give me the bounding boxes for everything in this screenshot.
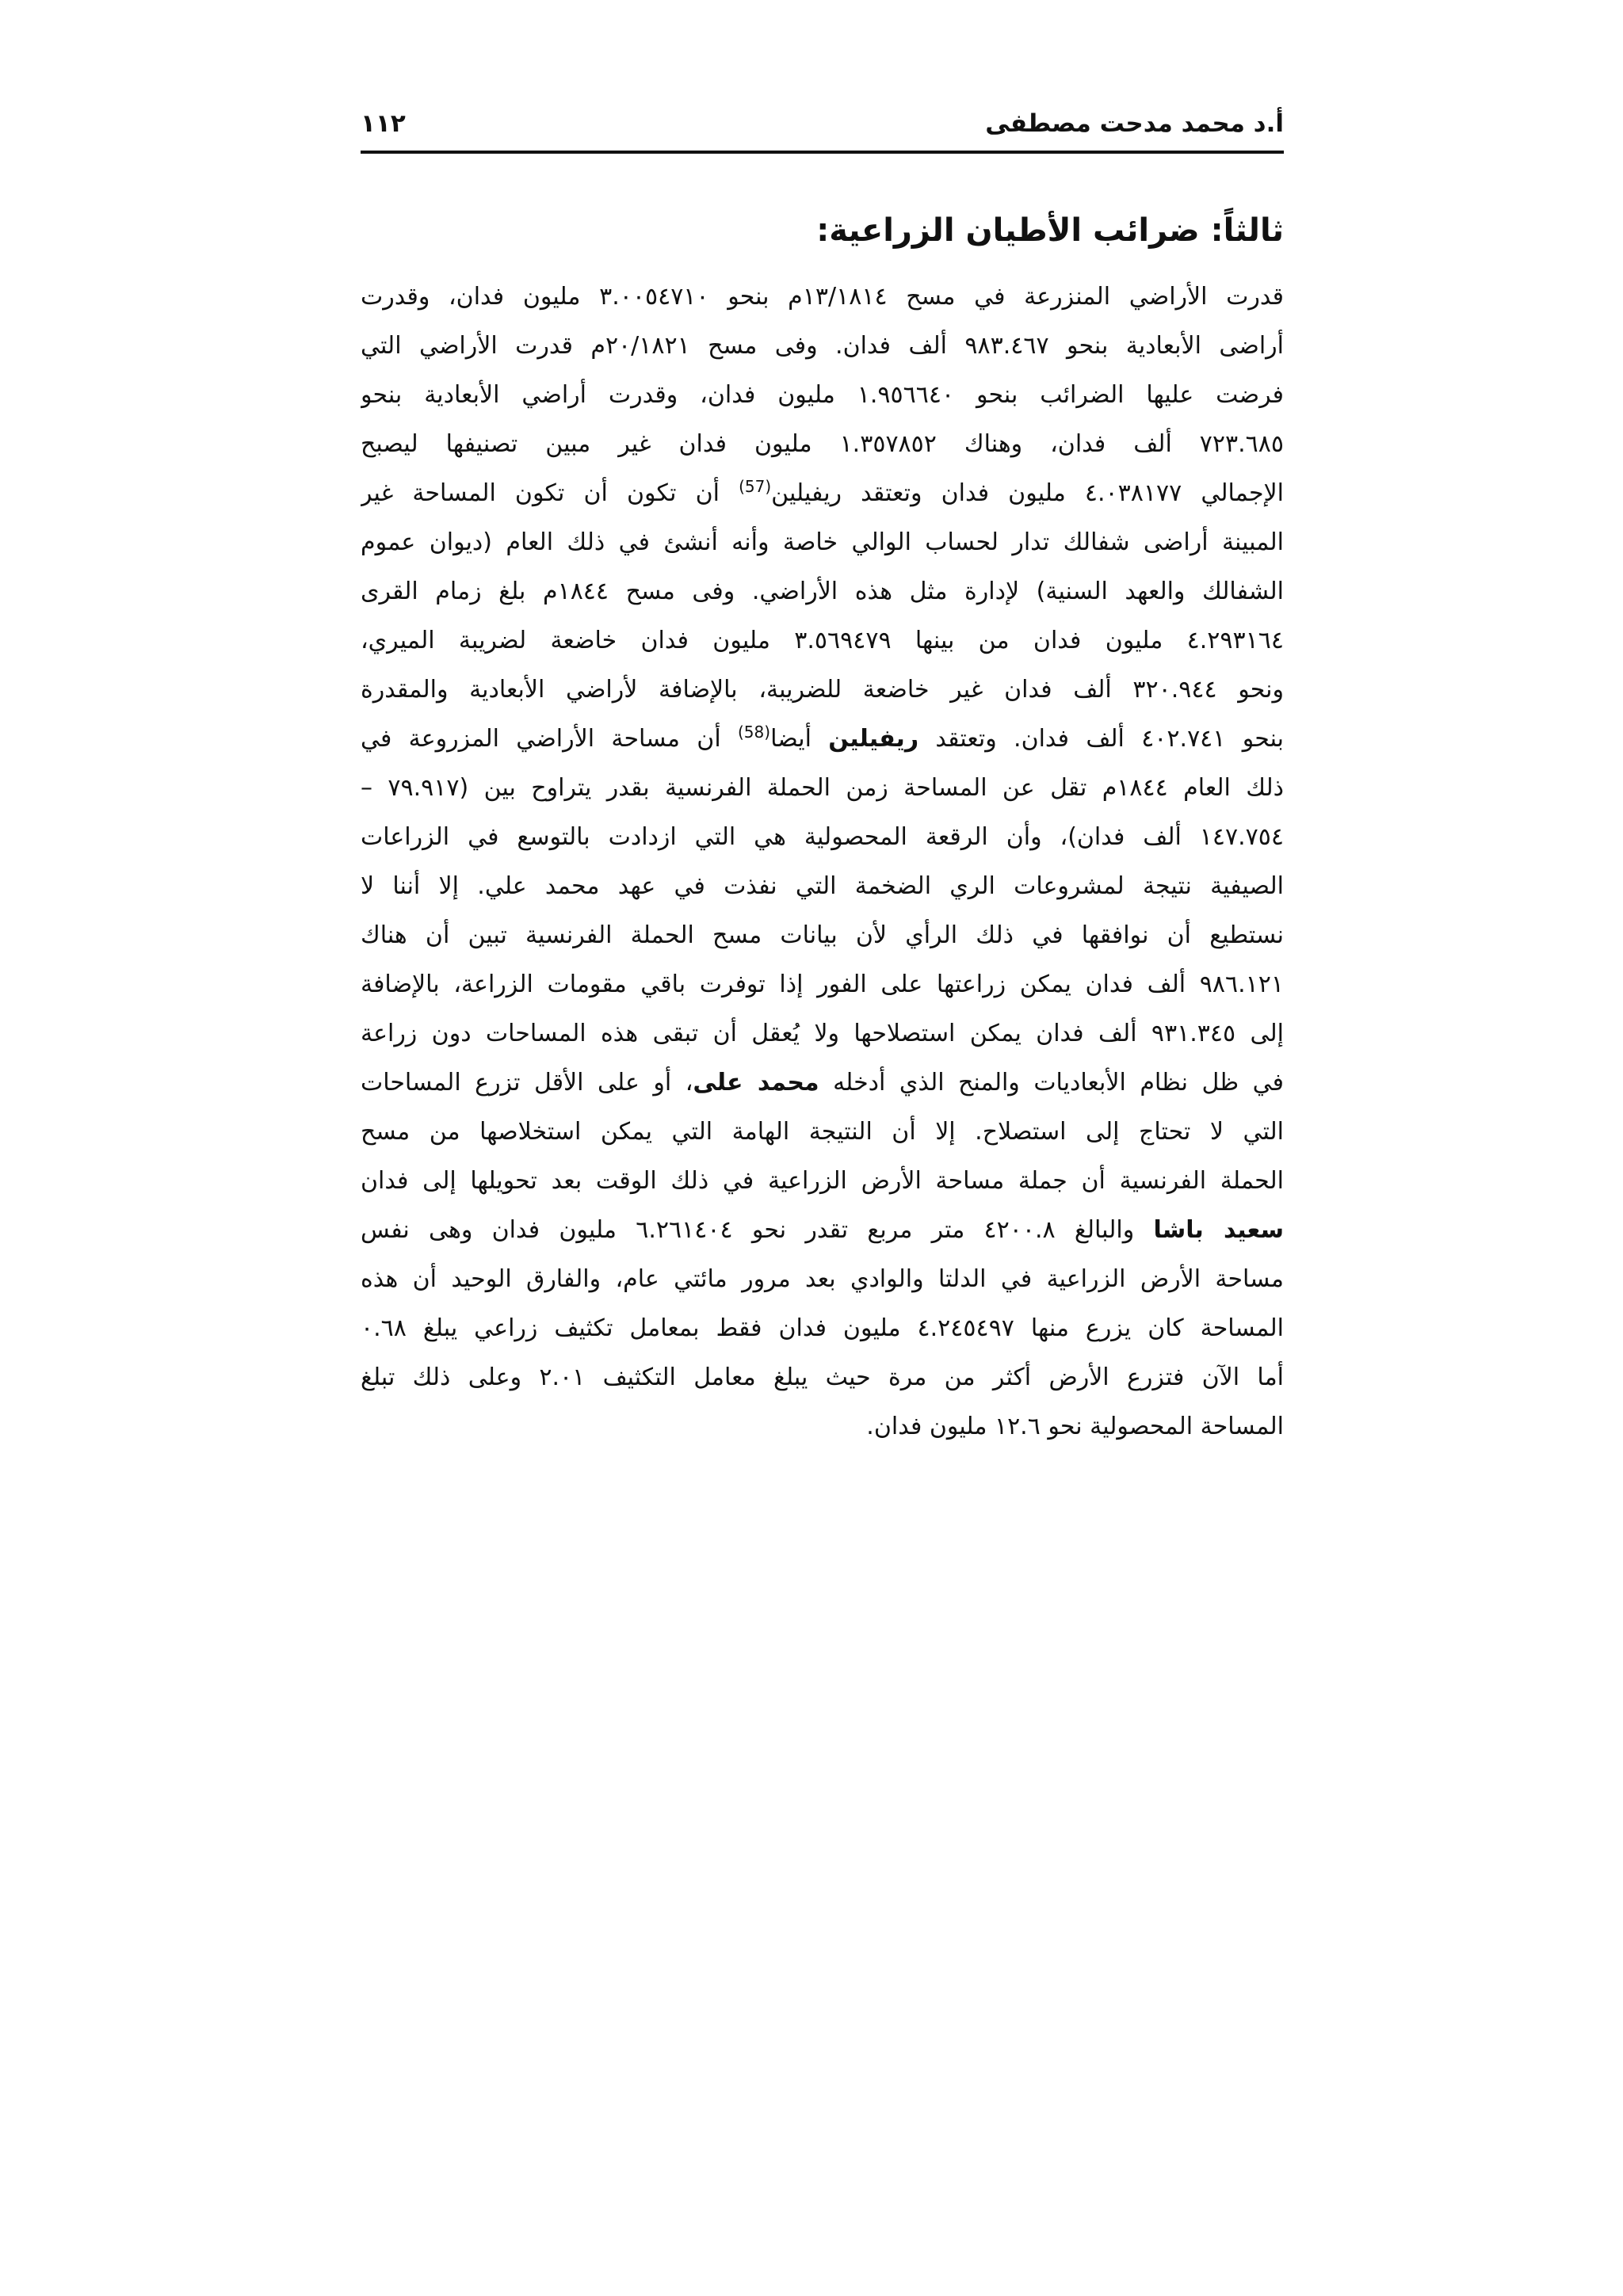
paragraph-line <box>361 862 1284 911</box>
paragraph-line <box>361 1402 1284 1451</box>
bold-name: سعيد باشا <box>1153 1216 1284 1244</box>
line-text: قدرت الأراضي المنزرعة في مسح ١٣/١٨١٤م بنحو ٣.٠٠٥٤٧١٠ مليون فدان، وقدرت <box>361 283 1284 311</box>
line-text: ذلك العام ١٨٤٤م تقل عن المساحة زمن الحملة الفرنسية بقدر يتراوح بين (٧٩.٩١٧ – <box>361 774 1284 802</box>
paragraph-line <box>361 469 1284 518</box>
bold-name: محمد على <box>693 1069 819 1097</box>
line-text: ٧٢٣.٦٨٥ ألف فدان، وهناك ١.٣٥٧٨٥٢ مليون فدان غير مبين تصنيفها ليصبح <box>361 430 1284 458</box>
paragraph-line <box>361 715 1284 764</box>
line-text: المبينة أراضى شفالك تدار لحساب الوالي خاصة وأنه أنشئ في ذلك العام (ديوان عموم <box>361 528 1284 556</box>
line-text: نستطيع أن نوافقها في ذلك الرأي لأن بيانات مسح الحملة الفرنسية تبين أن هناك <box>361 921 1284 949</box>
paragraph-line <box>361 1157 1284 1206</box>
paragraph-line <box>361 1304 1284 1353</box>
paragraph-line <box>361 518 1284 567</box>
line-text: الصيفية نتيجة لمشروعات الري الضخمة التي نفذت في عهد محمد علي. إلا أننا لا <box>361 872 1284 900</box>
line-text: ٤.٢٩٣١٦٤ مليون فدان من بينها ٣.٥٦٩٤٧٩ مليون فدان خاضعة لضريبة الميري، <box>361 627 1284 654</box>
footnote-ref-57: (57) <box>739 477 772 496</box>
paragraph-line <box>361 371 1284 420</box>
line-text: التي لا تحتاج إلى استصلاح. إلا أن النتيجة الهامة التي يمكن استخلاصها من مسح <box>361 1118 1284 1146</box>
line-text: إلى ٩٣١.٣٤٥ ألف فدان يمكن استصلاحها ولا يُعقل أن تبقى هذه المساحات دون زراعة <box>361 1020 1284 1047</box>
paragraph-line <box>361 1206 1284 1255</box>
page-header <box>361 95 1284 151</box>
header-divider <box>361 151 1284 154</box>
line-text: فرضت عليها الضرائب بنحو ١.٩٥٦٦٤٠ مليون فدان، وقدرت أراضي الأبعادية بنحو <box>361 381 1284 409</box>
line-text: مساحة الأرض الزراعية في الدلتا والوادي بعد مرور مائتي عام، والفارق الوحيد أن هذه <box>361 1265 1284 1293</box>
line-text: ، أو على الأقل تزرع المساحات <box>361 1069 693 1097</box>
paragraph-line <box>361 1255 1284 1304</box>
paragraph-line <box>361 322 1284 371</box>
line-text: الإجمالي ٤.٠٣٨١٧٧ مليون فدان وتعتقد ريفيلين <box>771 479 1284 507</box>
line-text: بنحو ٤٠٢.٧٤١ ألف فدان. وتعتقد <box>918 725 1284 753</box>
paragraph-line <box>361 813 1284 862</box>
paragraph-line <box>361 960 1284 1009</box>
paragraph-line <box>361 420 1284 469</box>
line-text: في ظل نظام الأبعاديات والمنح الذي أدخله <box>819 1069 1284 1097</box>
paragraph-line <box>361 1353 1284 1402</box>
line-text: أراضى الأبعادية بنحو ٩٨٣.٤٦٧ ألف فدان. وفى مسح ٢٠/١٨٢١م قدرت الأراضي التي <box>361 332 1284 360</box>
line-text: الحملة الفرنسية أن جملة مساحة الأرض الزراعية في ذلك الوقت بعد تحويلها إلى فدان <box>361 1167 1284 1195</box>
bold-name: ريفيلين <box>828 725 919 753</box>
line-text: المساحة كان يزرع منها ٤.٢٤٥٤٩٧ مليون فدان فقط بمعامل تكثيف زراعي يبلغ ٠.٦٨ <box>361 1314 1284 1342</box>
line-text: أيضا <box>770 725 829 753</box>
page-number: ١١٢ <box>361 109 406 138</box>
paragraph-line <box>361 616 1284 666</box>
line-text: الشفالك والعهد السنية) لإدارة مثل هذه الأراضي. وفى مسح ١٨٤٤م بلغ زمام القرى <box>361 578 1284 605</box>
footnote-ref-58: (58) <box>737 723 771 742</box>
paragraph-line <box>361 1108 1284 1157</box>
line-text: أن تكون أن تكون المساحة غير <box>361 479 739 507</box>
paragraph-line <box>361 1058 1284 1108</box>
line-text: أن مساحة الأراضي المزروعة في <box>361 725 738 753</box>
paragraph-line <box>361 273 1284 322</box>
header-author: أ.د محمد مدحت مصطفى <box>985 109 1284 138</box>
body-paragraph <box>361 273 1284 1451</box>
section-heading: ثالثاً: ضرائب الأطيان الزراعية: <box>816 212 1284 249</box>
paragraph-line <box>361 1009 1284 1058</box>
paragraph-line <box>361 911 1284 960</box>
line-text: ٩٨٦.١٢١ ألف فدان يمكن زراعتها على الفور إذا توفرت باقي مقومات الزراعة، بالإضافة <box>361 971 1284 998</box>
line-text: أما الآن فتزرع الأرض أكثر من مرة حيث يبلغ معامل التكثيف ٢.٠١ وعلى ذلك تبلغ <box>361 1363 1284 1391</box>
line-text: ١٤٧.٧٥٤ ألف فدان)، وأن الرقعة المحصولية هي التي ازدادت بالتوسع في الزراعات <box>361 823 1284 851</box>
line-text: ونحو ٣٢٠.٩٤٤ ألف فدان غير خاضعة للضريبة، بالإضافة لأراضي الأبعادية والمقدرة <box>361 676 1284 704</box>
paragraph-line <box>361 764 1284 813</box>
line-text: والبالغ ٤٢٠٠.٨ متر مربع تقدر نحو ٦.٢٦١٤٠٤ مليون فدان وهى نفس <box>361 1216 1154 1244</box>
paragraph-line <box>361 567 1284 616</box>
line-text: المساحة المحصولية نحو ١٢.٦ مليون فدان. <box>866 1413 1284 1440</box>
paragraph-line <box>361 666 1284 715</box>
